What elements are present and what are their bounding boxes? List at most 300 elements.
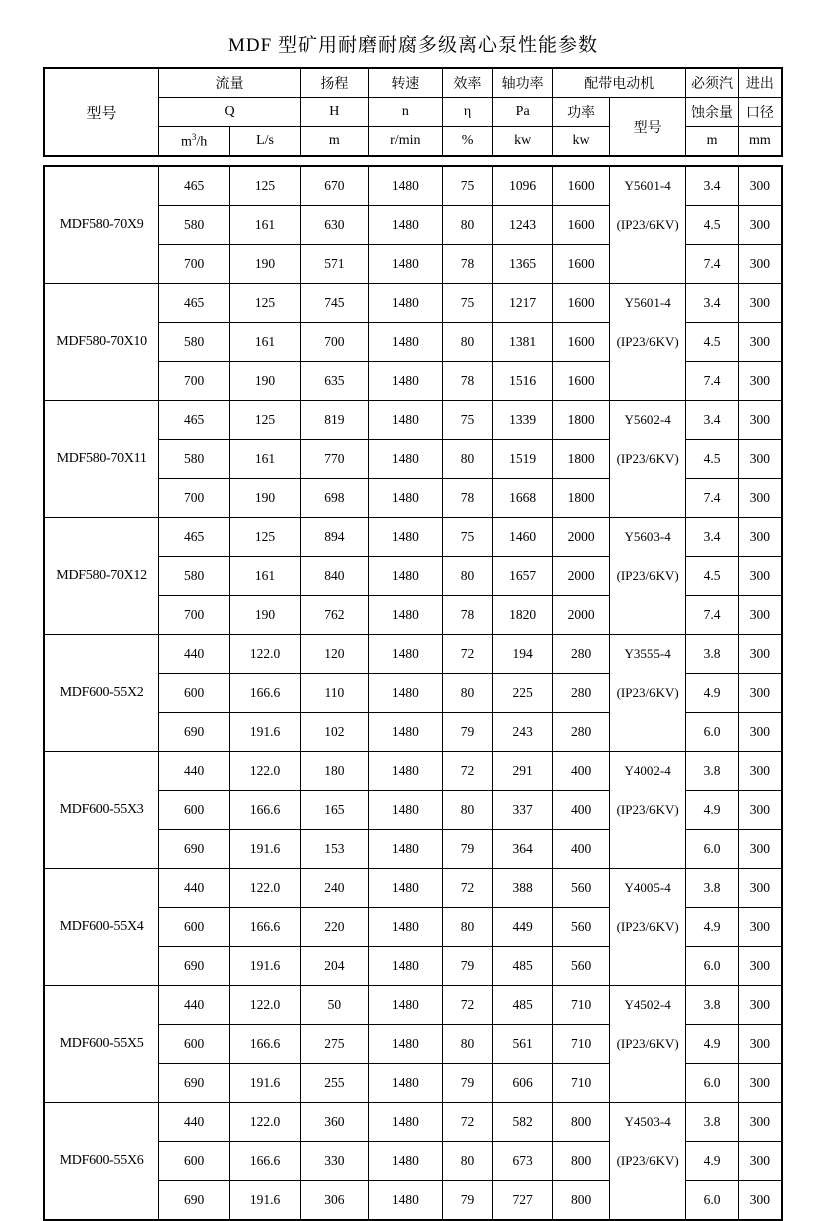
cell-motor-model: Y4005-4 — [609, 869, 685, 908]
cell-efficiency: 78 — [442, 245, 492, 284]
cell-port-diameter: 300 — [738, 830, 782, 869]
header-npsh-unit: m — [686, 127, 738, 157]
cell-model: MDF580-70X10 — [44, 284, 159, 401]
cell-motor-empty — [609, 1181, 685, 1221]
cell-motor-power: 2000 — [553, 557, 610, 596]
cell-speed: 1480 — [368, 362, 442, 401]
cell-flow-m3h: 440 — [159, 752, 230, 791]
cell-flow-ls: 191.6 — [230, 1181, 301, 1221]
header-flow-unit-ls: L/s — [230, 127, 301, 157]
cell-efficiency: 78 — [442, 596, 492, 635]
cell-flow-m3h: 600 — [159, 1025, 230, 1064]
cell-flow-m3h: 690 — [159, 1064, 230, 1103]
cell-flow-ls: 125 — [230, 401, 301, 440]
cell-flow-ls: 122.0 — [230, 1103, 301, 1142]
cell-flow-m3h: 600 — [159, 908, 230, 947]
cell-port-diameter: 300 — [738, 245, 782, 284]
cell-speed: 1480 — [368, 166, 442, 206]
cell-efficiency: 80 — [442, 791, 492, 830]
cell-speed: 1480 — [368, 401, 442, 440]
header-head-unit: m — [301, 127, 369, 157]
cell-speed: 1480 — [368, 713, 442, 752]
cell-head: 840 — [301, 557, 369, 596]
cell-speed: 1480 — [368, 1103, 442, 1142]
cell-speed: 1480 — [368, 1064, 442, 1103]
cell-efficiency: 79 — [442, 713, 492, 752]
cell-efficiency: 75 — [442, 518, 492, 557]
cell-model: MDF580-70X12 — [44, 518, 159, 635]
header-head-symbol: H — [301, 98, 369, 127]
cell-head: 153 — [301, 830, 369, 869]
cell-motor-power: 1600 — [553, 166, 610, 206]
cell-shaft-power: 1519 — [493, 440, 553, 479]
cell-motor-power: 1600 — [553, 284, 610, 323]
cell-npsh: 7.4 — [686, 245, 738, 284]
cell-shaft-power: 449 — [493, 908, 553, 947]
header-efficiency-unit: % — [442, 127, 492, 157]
header-motor-model: 型号 — [609, 98, 685, 157]
cell-port-diameter: 300 — [738, 323, 782, 362]
cell-shaft-power: 485 — [493, 986, 553, 1025]
cell-head: 180 — [301, 752, 369, 791]
cell-head: 240 — [301, 869, 369, 908]
cell-motor-power: 710 — [553, 1064, 610, 1103]
cell-motor-model: Y4502-4 — [609, 986, 685, 1025]
cell-shaft-power: 225 — [493, 674, 553, 713]
cell-head: 670 — [301, 166, 369, 206]
table-row — [44, 284, 782, 323]
cell-flow-ls: 161 — [230, 206, 301, 245]
cell-motor-power: 800 — [553, 1142, 610, 1181]
header-ports-unit: mm — [738, 127, 782, 157]
cell-motor-power: 400 — [553, 791, 610, 830]
flow-unit-per-h: /h — [196, 134, 208, 150]
cell-head: 306 — [301, 1181, 369, 1221]
table-row — [44, 752, 782, 791]
cell-motor-power: 400 — [553, 830, 610, 869]
cell-efficiency: 78 — [442, 479, 492, 518]
cell-efficiency: 80 — [442, 323, 492, 362]
cell-motor-model: Y5601-4 — [609, 284, 685, 323]
cell-flow-m3h: 465 — [159, 401, 230, 440]
cell-efficiency: 80 — [442, 1025, 492, 1064]
header-efficiency: 效率 — [442, 68, 492, 98]
header-model: 型号 — [44, 68, 159, 156]
header-ports: 进出 — [738, 68, 782, 98]
cell-motor-model: Y4503-4 — [609, 1103, 685, 1142]
cell-efficiency: 80 — [442, 1142, 492, 1181]
cell-flow-m3h: 600 — [159, 674, 230, 713]
header-motor-group: 配带电动机 — [553, 68, 686, 98]
cell-speed: 1480 — [368, 596, 442, 635]
cell-flow-m3h: 580 — [159, 557, 230, 596]
cell-flow-ls: 190 — [230, 479, 301, 518]
cell-flow-m3h: 465 — [159, 284, 230, 323]
cell-head: 220 — [301, 908, 369, 947]
cell-port-diameter: 300 — [738, 674, 782, 713]
cell-speed: 1480 — [368, 1025, 442, 1064]
cell-npsh: 4.9 — [686, 1142, 738, 1181]
cell-npsh: 3.4 — [686, 284, 738, 323]
cell-motor-protection: (IP23/6KV) — [609, 791, 685, 830]
cell-shaft-power: 1217 — [493, 284, 553, 323]
header-speed-symbol: n — [368, 98, 442, 127]
cell-motor-protection: (IP23/6KV) — [609, 206, 685, 245]
cell-npsh: 3.4 — [686, 518, 738, 557]
table-row — [44, 635, 782, 674]
cell-flow-ls: 191.6 — [230, 1064, 301, 1103]
cell-motor-power: 280 — [553, 635, 610, 674]
cell-model: MDF600-55X2 — [44, 635, 159, 752]
cell-head: 50 — [301, 986, 369, 1025]
cell-npsh: 3.4 — [686, 166, 738, 206]
cell-motor-model: Y3555-4 — [609, 635, 685, 674]
cell-npsh: 3.4 — [686, 401, 738, 440]
cell-shaft-power: 1820 — [493, 596, 553, 635]
cell-efficiency: 72 — [442, 635, 492, 674]
cell-flow-ls: 161 — [230, 557, 301, 596]
cell-head: 635 — [301, 362, 369, 401]
cell-port-diameter: 300 — [738, 986, 782, 1025]
header-flow-symbol: Q — [159, 98, 301, 127]
cell-motor-power: 400 — [553, 752, 610, 791]
cell-speed: 1480 — [368, 245, 442, 284]
cell-speed: 1480 — [368, 908, 442, 947]
cell-speed: 1480 — [368, 440, 442, 479]
cell-efficiency: 80 — [442, 908, 492, 947]
cell-efficiency: 78 — [442, 362, 492, 401]
header-speed: 转速 — [368, 68, 442, 98]
cell-head: 110 — [301, 674, 369, 713]
cell-efficiency: 72 — [442, 869, 492, 908]
cell-head: 745 — [301, 284, 369, 323]
cell-port-diameter: 300 — [738, 1142, 782, 1181]
cell-flow-ls: 122.0 — [230, 635, 301, 674]
cell-motor-protection: (IP23/6KV) — [609, 674, 685, 713]
cell-flow-m3h: 690 — [159, 830, 230, 869]
cell-head: 894 — [301, 518, 369, 557]
cell-head: 700 — [301, 323, 369, 362]
cell-motor-empty — [609, 596, 685, 635]
cell-shaft-power: 1243 — [493, 206, 553, 245]
cell-motor-power: 1600 — [553, 362, 610, 401]
cell-flow-ls: 122.0 — [230, 986, 301, 1025]
cell-npsh: 3.8 — [686, 1103, 738, 1142]
cell-flow-ls: 190 — [230, 596, 301, 635]
cell-shaft-power: 337 — [493, 791, 553, 830]
page-title: MDF 型矿用耐磨耐腐多级离心泵性能参数 — [228, 35, 598, 56]
cell-flow-ls: 190 — [230, 362, 301, 401]
cell-flow-ls: 122.0 — [230, 869, 301, 908]
cell-efficiency: 80 — [442, 557, 492, 596]
table-row — [44, 869, 782, 908]
cell-head: 571 — [301, 245, 369, 284]
flow-unit-m: m — [180, 134, 192, 150]
cell-head: 819 — [301, 401, 369, 440]
cell-flow-m3h: 600 — [159, 791, 230, 830]
cell-shaft-power: 1668 — [493, 479, 553, 518]
cell-efficiency: 79 — [442, 947, 492, 986]
cell-npsh: 6.0 — [686, 1181, 738, 1221]
header-shaft-power: 轴功率 — [493, 68, 553, 98]
cell-efficiency: 79 — [442, 1181, 492, 1221]
cell-speed: 1480 — [368, 518, 442, 557]
cell-motor-protection: (IP23/6KV) — [609, 557, 685, 596]
cell-port-diameter: 300 — [738, 401, 782, 440]
cell-flow-m3h: 465 — [159, 166, 230, 206]
cell-motor-power: 710 — [553, 986, 610, 1025]
cell-npsh: 4.9 — [686, 1025, 738, 1064]
cell-npsh: 6.0 — [686, 713, 738, 752]
cell-flow-m3h: 700 — [159, 362, 230, 401]
header-row-1 — [44, 68, 782, 98]
cell-flow-m3h: 600 — [159, 1142, 230, 1181]
cell-npsh: 3.8 — [686, 752, 738, 791]
cell-shaft-power: 194 — [493, 635, 553, 674]
cell-shaft-power: 485 — [493, 947, 553, 986]
header-ports-sub: 口径 — [738, 98, 782, 127]
cell-speed: 1480 — [368, 284, 442, 323]
cell-motor-protection: (IP23/6KV) — [609, 1025, 685, 1064]
cell-model: MDF600-55X4 — [44, 869, 159, 986]
cell-shaft-power: 1339 — [493, 401, 553, 440]
cell-motor-protection: (IP23/6KV) — [609, 323, 685, 362]
cell-speed: 1480 — [368, 1181, 442, 1221]
cell-motor-empty — [609, 245, 685, 284]
cell-motor-power: 1600 — [553, 323, 610, 362]
cell-efficiency: 72 — [442, 986, 492, 1025]
cell-head: 102 — [301, 713, 369, 752]
cell-npsh: 4.9 — [686, 791, 738, 830]
cell-motor-model: Y4002-4 — [609, 752, 685, 791]
cell-head: 762 — [301, 596, 369, 635]
cell-shaft-power: 1460 — [493, 518, 553, 557]
cell-speed: 1480 — [368, 752, 442, 791]
cell-model: MDF580-70X9 — [44, 166, 159, 284]
cell-motor-power: 280 — [553, 674, 610, 713]
table-row — [44, 986, 782, 1025]
cell-port-diameter: 300 — [738, 791, 782, 830]
cell-efficiency: 80 — [442, 206, 492, 245]
cell-flow-m3h: 580 — [159, 440, 230, 479]
flow-unit-exp: 3 — [191, 131, 197, 142]
cell-model: MDF600-55X6 — [44, 1103, 159, 1221]
cell-flow-m3h: 440 — [159, 635, 230, 674]
cell-flow-m3h: 440 — [159, 1103, 230, 1142]
cell-efficiency: 75 — [442, 284, 492, 323]
cell-motor-power: 1800 — [553, 479, 610, 518]
cell-npsh: 4.5 — [686, 206, 738, 245]
cell-npsh: 4.9 — [686, 674, 738, 713]
cell-port-diameter: 300 — [738, 947, 782, 986]
cell-motor-protection: (IP23/6KV) — [609, 908, 685, 947]
cell-flow-ls: 191.6 — [230, 947, 301, 986]
cell-shaft-power: 364 — [493, 830, 553, 869]
cell-npsh: 7.4 — [686, 479, 738, 518]
cell-npsh: 4.5 — [686, 440, 738, 479]
cell-motor-power: 710 — [553, 1025, 610, 1064]
cell-speed: 1480 — [368, 323, 442, 362]
cell-efficiency: 75 — [442, 401, 492, 440]
cell-motor-model: Y5602-4 — [609, 401, 685, 440]
cell-model: MDF600-55X3 — [44, 752, 159, 869]
cell-motor-protection: (IP23/6KV) — [609, 440, 685, 479]
cell-motor-power: 1800 — [553, 440, 610, 479]
cell-efficiency: 72 — [442, 1103, 492, 1142]
cell-speed: 1480 — [368, 1142, 442, 1181]
cell-motor-model: Y5601-4 — [609, 166, 685, 206]
cell-motor-power: 800 — [553, 1181, 610, 1221]
cell-port-diameter: 300 — [738, 869, 782, 908]
cell-flow-ls: 166.6 — [230, 908, 301, 947]
cell-speed: 1480 — [368, 206, 442, 245]
cell-shaft-power: 606 — [493, 1064, 553, 1103]
cell-head: 698 — [301, 479, 369, 518]
header-npsh-sub: 蚀余量 — [686, 98, 738, 127]
cell-port-diameter: 300 — [738, 1103, 782, 1142]
cell-head: 275 — [301, 1025, 369, 1064]
cell-speed: 1480 — [368, 674, 442, 713]
cell-motor-power: 800 — [553, 1103, 610, 1142]
cell-model: MDF600-55X5 — [44, 986, 159, 1103]
cell-npsh: 3.8 — [686, 986, 738, 1025]
cell-efficiency: 80 — [442, 674, 492, 713]
cell-speed: 1480 — [368, 479, 442, 518]
cell-flow-ls: 122.0 — [230, 752, 301, 791]
cell-flow-m3h: 690 — [159, 713, 230, 752]
cell-head: 360 — [301, 1103, 369, 1142]
cell-speed: 1480 — [368, 947, 442, 986]
cell-shaft-power: 243 — [493, 713, 553, 752]
header-head: 扬程 — [301, 68, 369, 98]
cell-flow-ls: 161 — [230, 323, 301, 362]
cell-flow-ls: 191.6 — [230, 713, 301, 752]
cell-motor-power: 560 — [553, 869, 610, 908]
cell-port-diameter: 300 — [738, 1025, 782, 1064]
cell-flow-m3h: 700 — [159, 596, 230, 635]
cell-flow-m3h: 690 — [159, 947, 230, 986]
cell-port-diameter: 300 — [738, 1181, 782, 1221]
table-body — [43, 165, 783, 1221]
cell-speed: 1480 — [368, 830, 442, 869]
cell-shaft-power: 582 — [493, 1103, 553, 1142]
cell-efficiency: 79 — [442, 1064, 492, 1103]
cell-npsh: 4.9 — [686, 908, 738, 947]
cell-flow-m3h: 440 — [159, 986, 230, 1025]
cell-flow-m3h: 580 — [159, 323, 230, 362]
cell-npsh: 7.4 — [686, 362, 738, 401]
cell-port-diameter: 300 — [738, 284, 782, 323]
cell-flow-m3h: 440 — [159, 869, 230, 908]
cell-npsh: 3.8 — [686, 869, 738, 908]
cell-speed: 1480 — [368, 557, 442, 596]
cell-port-diameter: 300 — [738, 596, 782, 635]
table-header — [43, 67, 783, 157]
cell-port-diameter: 300 — [738, 1064, 782, 1103]
cell-port-diameter: 300 — [738, 908, 782, 947]
cell-motor-empty — [609, 947, 685, 986]
header-speed-unit: r/min — [368, 127, 442, 157]
cell-head: 630 — [301, 206, 369, 245]
cell-head: 330 — [301, 1142, 369, 1181]
cell-motor-power: 1600 — [553, 245, 610, 284]
cell-flow-ls: 166.6 — [230, 791, 301, 830]
cell-shaft-power: 561 — [493, 1025, 553, 1064]
cell-flow-ls: 190 — [230, 245, 301, 284]
cell-npsh: 3.8 — [686, 635, 738, 674]
cell-port-diameter: 300 — [738, 479, 782, 518]
cell-efficiency: 72 — [442, 752, 492, 791]
cell-npsh: 4.5 — [686, 323, 738, 362]
cell-motor-power: 560 — [553, 947, 610, 986]
cell-head: 165 — [301, 791, 369, 830]
cell-port-diameter: 300 — [738, 752, 782, 791]
cell-speed: 1480 — [368, 635, 442, 674]
cell-motor-power: 280 — [553, 713, 610, 752]
cell-flow-ls: 161 — [230, 440, 301, 479]
cell-speed: 1480 — [368, 869, 442, 908]
cell-motor-empty — [609, 1064, 685, 1103]
cell-motor-model: Y5603-4 — [609, 518, 685, 557]
cell-head: 204 — [301, 947, 369, 986]
cell-port-diameter: 300 — [738, 557, 782, 596]
header-motor-power: 功率 — [553, 98, 610, 127]
cell-shaft-power: 727 — [493, 1181, 553, 1221]
cell-port-diameter: 300 — [738, 518, 782, 557]
cell-flow-m3h: 690 — [159, 1181, 230, 1221]
cell-flow-ls: 166.6 — [230, 1142, 301, 1181]
cell-flow-m3h: 700 — [159, 245, 230, 284]
cell-flow-ls: 191.6 — [230, 830, 301, 869]
cell-flow-m3h: 465 — [159, 518, 230, 557]
cell-shaft-power: 673 — [493, 1142, 553, 1181]
cell-port-diameter: 300 — [738, 440, 782, 479]
cell-shaft-power: 1365 — [493, 245, 553, 284]
cell-motor-empty — [609, 830, 685, 869]
cell-motor-power: 560 — [553, 908, 610, 947]
cell-motor-protection: (IP23/6KV) — [609, 1142, 685, 1181]
cell-npsh: 6.0 — [686, 830, 738, 869]
cell-flow-ls: 166.6 — [230, 674, 301, 713]
cell-flow-ls: 125 — [230, 166, 301, 206]
cell-motor-empty — [609, 713, 685, 752]
cell-shaft-power: 1516 — [493, 362, 553, 401]
cell-head: 255 — [301, 1064, 369, 1103]
cell-head: 120 — [301, 635, 369, 674]
table-row — [44, 1103, 782, 1142]
header-shaft-power-unit: kw — [493, 127, 553, 157]
cell-efficiency: 80 — [442, 440, 492, 479]
header-motor-power-unit: kw — [553, 127, 610, 157]
cell-efficiency: 75 — [442, 166, 492, 206]
cell-motor-empty — [609, 362, 685, 401]
cell-flow-m3h: 580 — [159, 206, 230, 245]
cell-shaft-power: 1381 — [493, 323, 553, 362]
cell-motor-power: 1600 — [553, 206, 610, 245]
cell-motor-power: 1800 — [553, 401, 610, 440]
cell-npsh: 7.4 — [686, 596, 738, 635]
cell-shaft-power: 388 — [493, 869, 553, 908]
cell-motor-power: 2000 — [553, 596, 610, 635]
header-flow: 流量 — [159, 68, 301, 98]
cell-port-diameter: 300 — [738, 206, 782, 245]
cell-shaft-power: 1096 — [493, 166, 553, 206]
cell-speed: 1480 — [368, 986, 442, 1025]
table-row — [44, 166, 782, 206]
cell-model: MDF580-70X11 — [44, 401, 159, 518]
cell-efficiency: 79 — [442, 830, 492, 869]
cell-shaft-power: 1657 — [493, 557, 553, 596]
